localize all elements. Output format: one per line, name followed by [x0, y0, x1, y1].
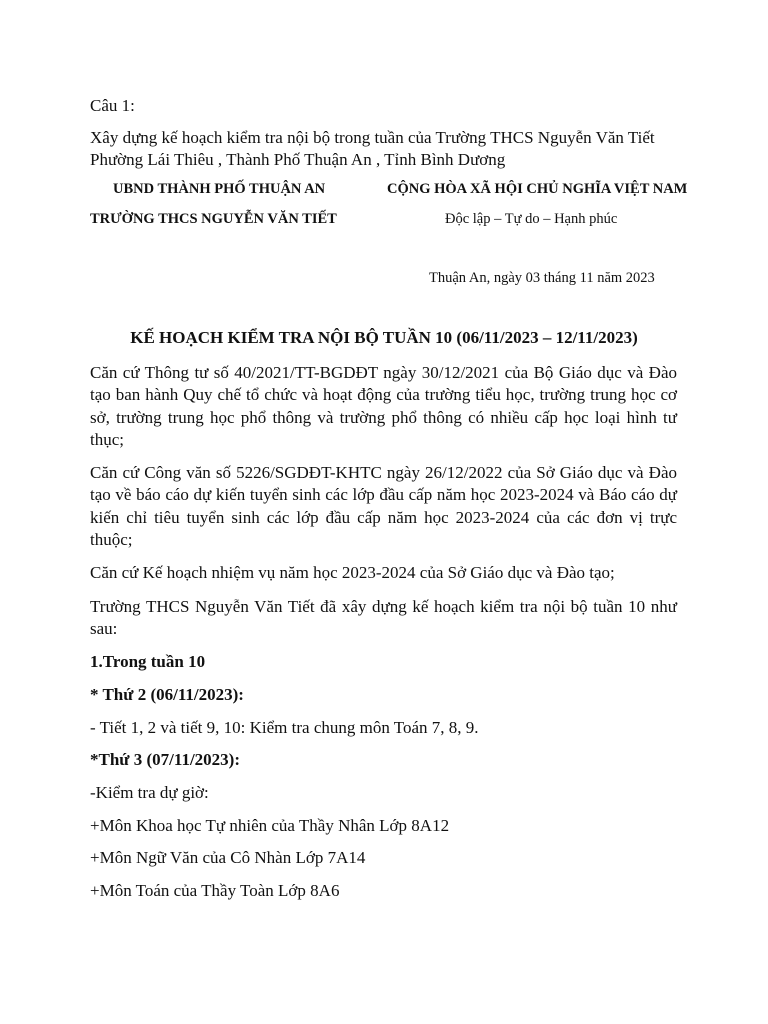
- document-title: KẾ HOẠCH KIỂM TRA NỘI BỘ TUẦN 10 (06/11/2023 – 12/11/2023): [130, 328, 638, 347]
- header-right-motto: Độc lập – Tự do – Hạnh phúc: [445, 211, 618, 227]
- basis-paragraph-1: Căn cứ Thông tư số 40/2021/TT-BGDĐT ngày 30/12/2021 của Bộ Giáo dục và Đào tạo ban hành Quy chế tổ chức và hoạt động của trường tiểu học, trường trung học cơ sở, trường trung học phổ thông và trường phổ thông có nhiều cấp học loại hình tư thục;: [90, 363, 677, 449]
- day2-heading: *Thứ 3 (07/11/2023):: [90, 750, 240, 769]
- section-heading: 1.Trong tuần 10: [90, 652, 206, 671]
- header-right-nation: CỘNG HÒA XÃ HỘI CHỦ NGHĨA VIỆT NAM: [387, 181, 688, 197]
- date-line: Thuận An, ngày 03 tháng 11 năm 2023: [429, 270, 655, 286]
- basis-paragraph-2: Căn cứ Công văn số 5226/SGDĐT-KHTC ngày 26/12/2022 của Sở Giáo dục và Đào tạo về báo cáo dự kiến tuyển sinh các lớp đầu cấp năm học 2023-2024 và Báo cáo dự kiến chỉ tiêu tuyển sinh các lớp đầu cấp năm học 2023-2024 của các đơn vị trực thuộc;: [90, 463, 677, 549]
- header-left-school: TRƯỜNG THCS NGUYỄN VĂN TIẾT: [90, 211, 337, 227]
- task-line-1: Xây dựng kế hoạch kiểm tra nội bộ trong tuần của Trường THCS Nguyễn Văn Tiết: [90, 128, 655, 147]
- day2-item: +Môn Khoa học Tự nhiên của Thầy Nhân Lớp 8A12: [90, 816, 450, 835]
- question-label: Câu 1:: [90, 96, 135, 115]
- header-left-authority: UBND THÀNH PHỐ THUẬN AN: [113, 181, 326, 197]
- day1-item: - Tiết 1, 2 và tiết 9, 10: Kiểm tra chung môn Toán 7, 8, 9.: [90, 718, 479, 737]
- task-line-2: Phường Lái Thiêu , Thành Phố Thuận An , Tỉnh Bình Dương: [90, 150, 506, 169]
- basis-paragraph-4: Trường THCS Nguyễn Văn Tiết đã xây dựng kế hoạch kiểm tra nội bộ tuần 10 như sau:: [90, 597, 677, 639]
- day2-item: +Môn Ngữ Văn của Cô Nhàn Lớp 7A14: [90, 848, 366, 867]
- basis-paragraph-3: Căn cứ Kế hoạch nhiệm vụ năm học 2023-2024 của Sở Giáo dục và Đào tạo;: [90, 563, 615, 582]
- day1-heading: * Thứ 2 (06/11/2023):: [90, 685, 244, 704]
- day2-item: +Môn Toán của Thầy Toàn Lớp 8A6: [90, 881, 340, 900]
- day2-intro: -Kiểm tra dự giờ:: [90, 783, 209, 802]
